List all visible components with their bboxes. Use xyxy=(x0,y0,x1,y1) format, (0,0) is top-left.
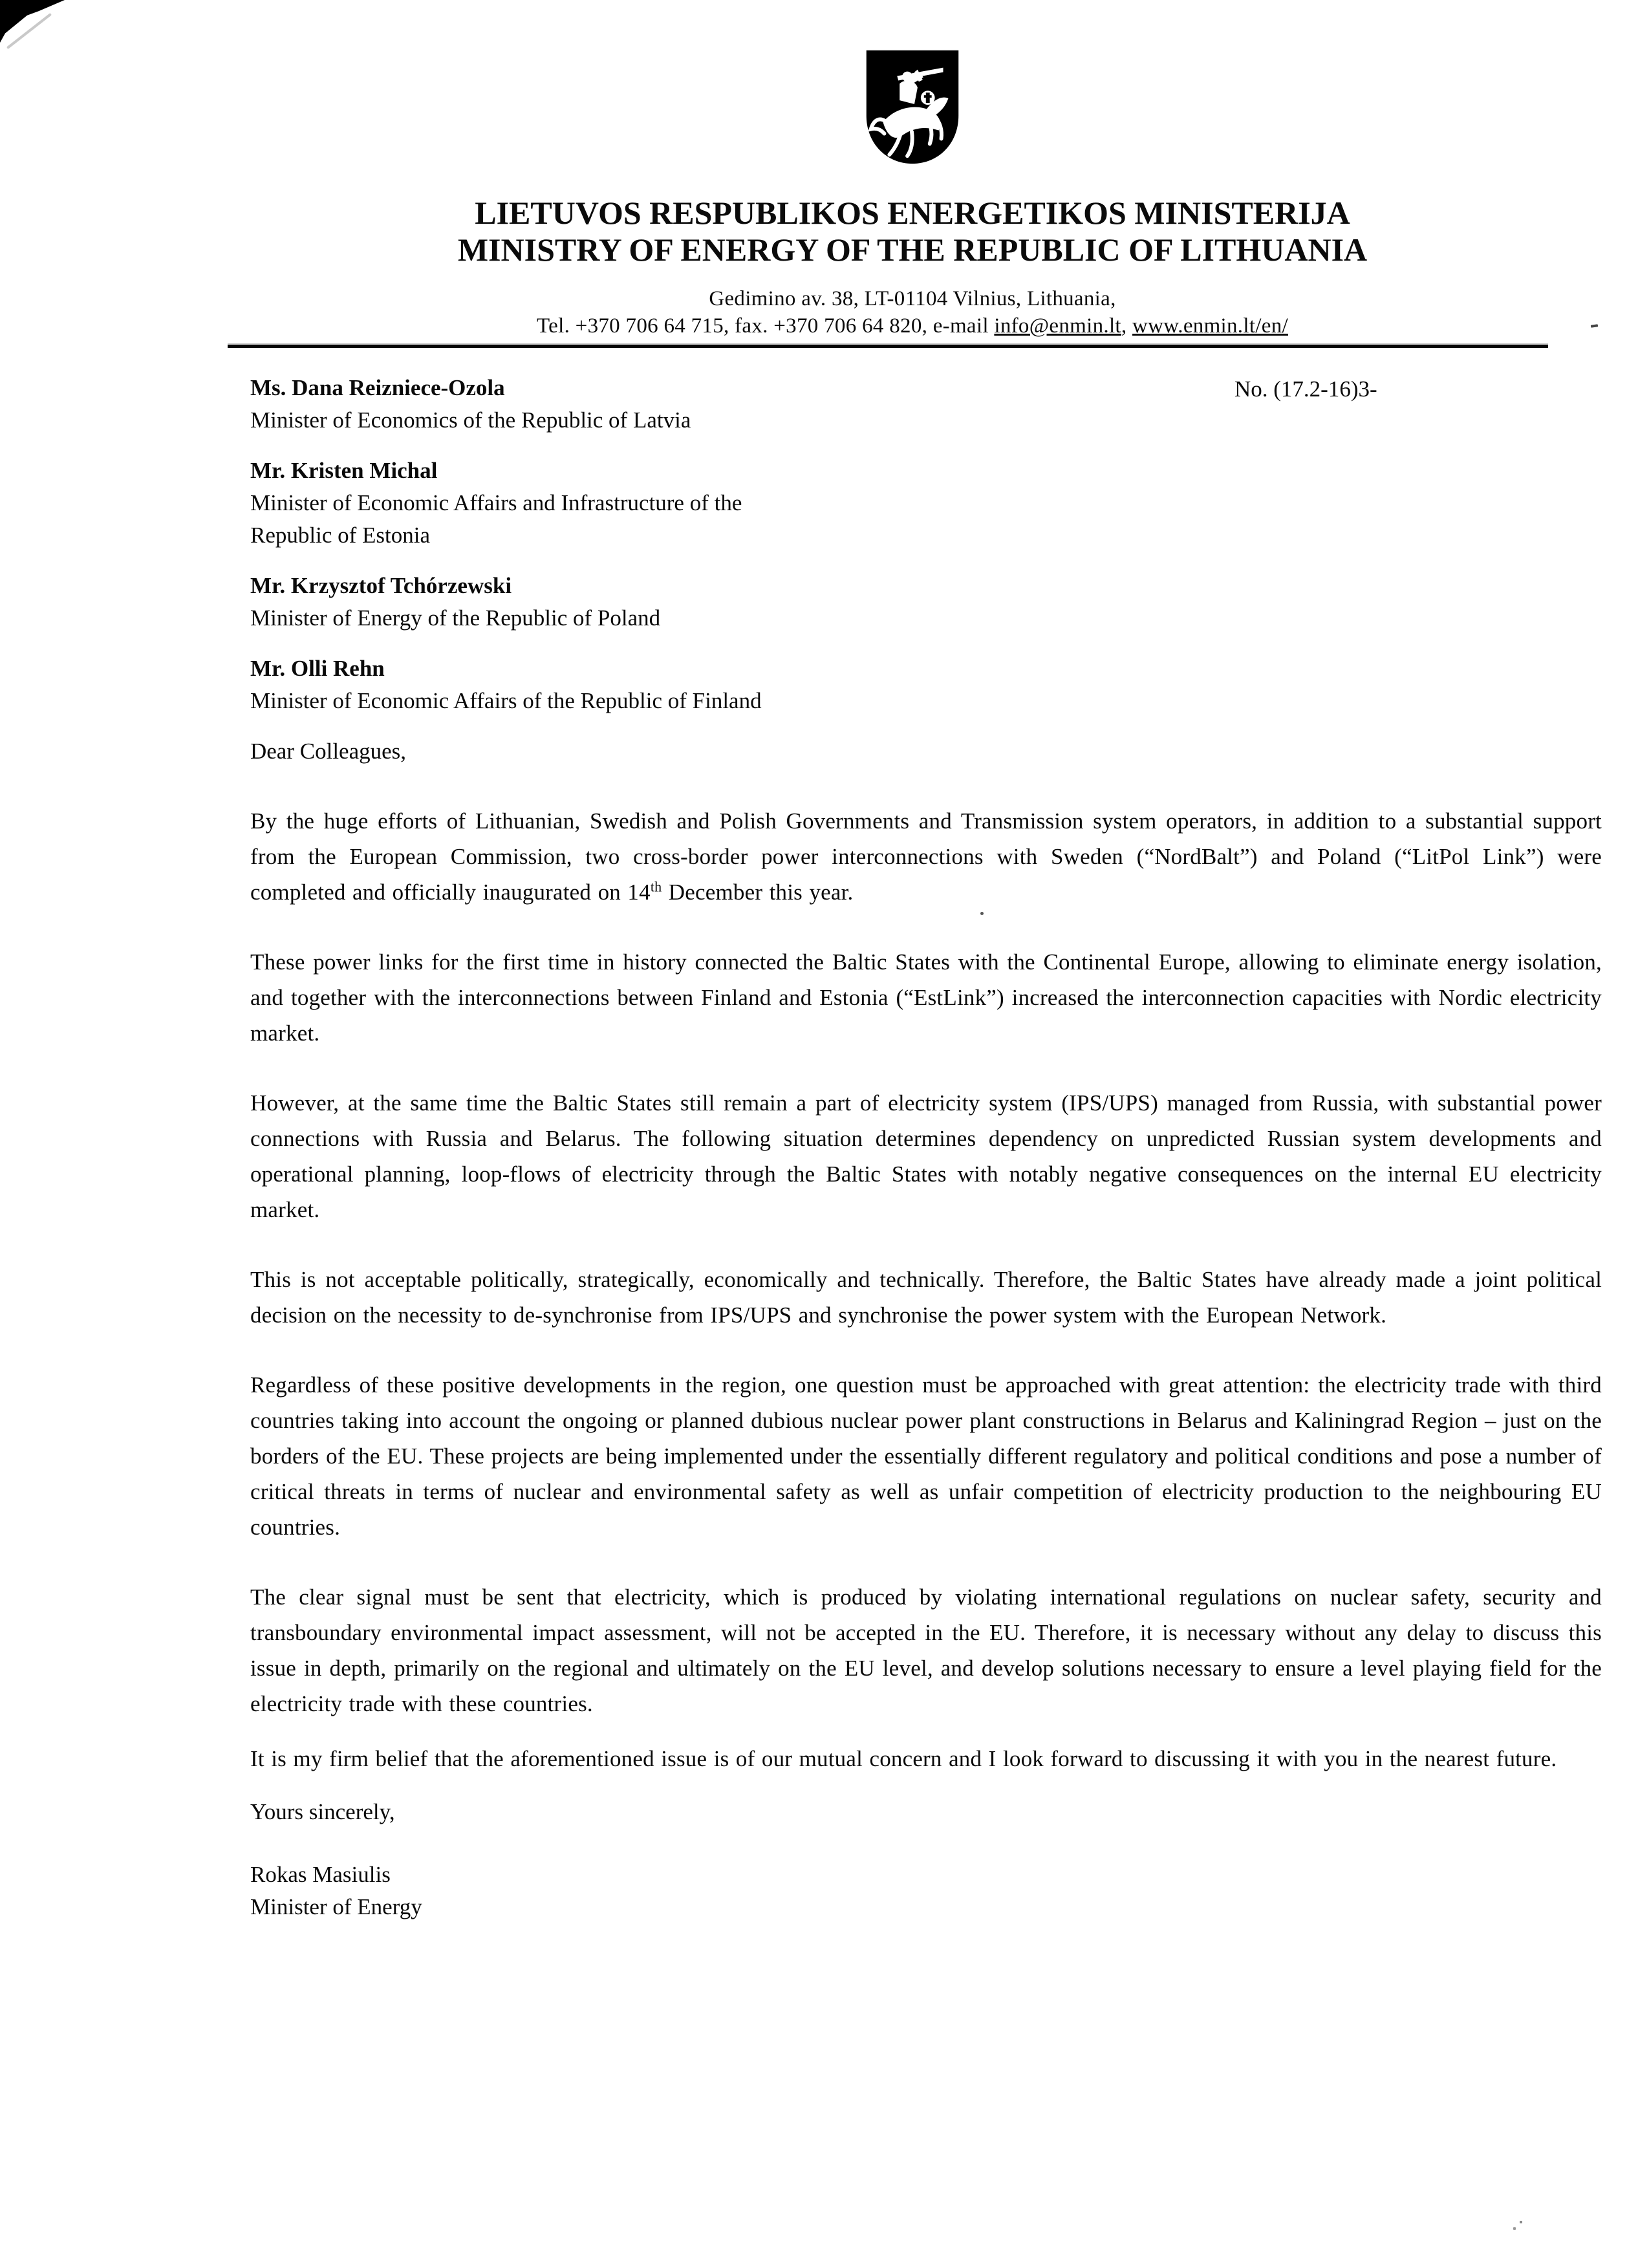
recipient-title: Minister of Economics of the Republic of Latvia xyxy=(250,407,691,433)
paragraph-2: These power links for the first time in history connected the Baltic States with the Continental Europe, allowing to eliminate energy isolation, and together with the interconnections between Finland and Estonia (“EstLink”) increased the interconnection capacities with Nordic electricity market. xyxy=(250,949,1602,1046)
reference-number: No. (17.2-16)3- xyxy=(1234,376,1377,402)
org-name-lithuanian: LIETUVOS RESPUBLIKOS ENERGETIKOS MINISTERIJA xyxy=(475,195,1350,231)
paragraph-6: The clear signal must be sent that electricity, which is produced by violating international regulations on nuclear safety, security and transboundary environmental impact assessment, will not be accepted in the EU. Therefore, it is necessary without any delay to discuss this issue in depth, primarily on the regional and ultimately on the EU level, and develop solutions necessary to ensure a level playing field for the electricity trade with these countries. xyxy=(250,1584,1602,1716)
email-link: info@enmin.lt xyxy=(994,314,1121,338)
scan-speck xyxy=(1513,2227,1516,2230)
letter-content xyxy=(250,372,1602,1923)
ordinal-superscript: th xyxy=(650,878,662,895)
recipient-block-latvia xyxy=(250,372,1602,437)
recipient-title: Minister of Energy of the Republic of Poland xyxy=(250,605,661,631)
closing-salutation: Yours sincerely, xyxy=(250,1799,395,1824)
scan-corner-artifact xyxy=(0,0,65,43)
signature-block xyxy=(250,1859,1602,1923)
paragraph-5: Regardless of these positive developments in the region, one question must be approached with great attention: the electricity trade with third countries taking into account the ongoing or planned dubious nuclear power plant constructions in Belarus and Kaliningrad Region – just on the borders of the EU. These projects are being implemented under the essentially different regulatory and political conditions and pose a number of critical threats in terms of nuclear and environmental safety as well as unfair competition of electricity production to the neighbouring EU countries. xyxy=(250,1372,1602,1540)
letterhead-contact xyxy=(176,285,1649,340)
recipient-name: Mr. Olli Rehn xyxy=(250,656,385,681)
organization-names xyxy=(176,195,1649,268)
recipient-title: Republic of Estonia xyxy=(250,523,431,548)
recipient-title: Minister of Economic Affairs and Infrastructure of the xyxy=(250,490,742,515)
paragraph-1 xyxy=(250,803,1602,910)
letterhead xyxy=(0,47,1649,340)
paragraph-3: However, at the same time the Baltic States still remain a part of electricity system (IPS/UPS) managed from Russia, with substantial power connections with Russia and Belarus. The following situation determines dependency on unpredicted Russian system developments and operational planning, loop-flows of electricity through the Baltic States with notably negative consequences on the internal EU electricity market. xyxy=(250,1090,1602,1222)
postal-address: Gedimino av. 38, LT-01104 Vilnius, Lithuania, xyxy=(709,287,1116,310)
contact-prefix: Tel. +370 706 64 715, fax. +370 706 64 820, e-mail xyxy=(537,314,995,338)
scan-speck xyxy=(1520,2221,1522,2223)
salutation: Dear Colleagues, xyxy=(250,739,407,764)
recipient-name: Ms. Dana Reizniece-Ozola xyxy=(250,375,505,400)
letterhead-divider xyxy=(228,345,1548,348)
contact-separator: , xyxy=(1121,314,1133,338)
website-link: www.enmin.lt/en/ xyxy=(1132,314,1288,338)
recipient-block-estonia xyxy=(250,455,1602,552)
recipient-block-poland xyxy=(250,570,1602,634)
paragraph-1-text-end: December this year. xyxy=(662,880,854,905)
contact-line xyxy=(176,312,1649,340)
paragraph-1-text: By the huge efforts of Lithuanian, Swedish and Polish Governments and Transmission system operators, in addition to a substantial support from the European Commission, two cross-border power interconnections with Sweden (“NordBalt”) and Poland (“LitPol Link”) were completed and officially inaugurated on 14 xyxy=(250,808,1602,905)
vytis-coat-of-arms-icon xyxy=(859,47,965,168)
org-name-english: MINISTRY OF ENERGY OF THE REPUBLIC OF LITHUANIA xyxy=(457,232,1368,268)
paragraph-7: It is my firm belief that the aforementioned issue is of our mutual concern and I look forward to discussing it with you in the nearest future. xyxy=(250,1746,1557,1771)
recipient-title: Minister of Economic Affairs of the Republic of Finland xyxy=(250,688,762,713)
signer-name: Rokas Masiulis xyxy=(250,1862,391,1887)
paragraph-4: This is not acceptable politically, strategically, economically and technically. Therefore, the Baltic States have already made a joint political decision on the necessity to de-synchronise from IPS/UPS and synchronise the power system with the European Network. xyxy=(250,1267,1602,1328)
recipient-name: Mr. Kristen Michal xyxy=(250,458,438,483)
recipient-name: Mr. Krzysztof Tchórzewski xyxy=(250,573,512,598)
signer-title: Minister of Energy xyxy=(250,1894,422,1919)
recipient-block-finland xyxy=(250,653,1602,717)
